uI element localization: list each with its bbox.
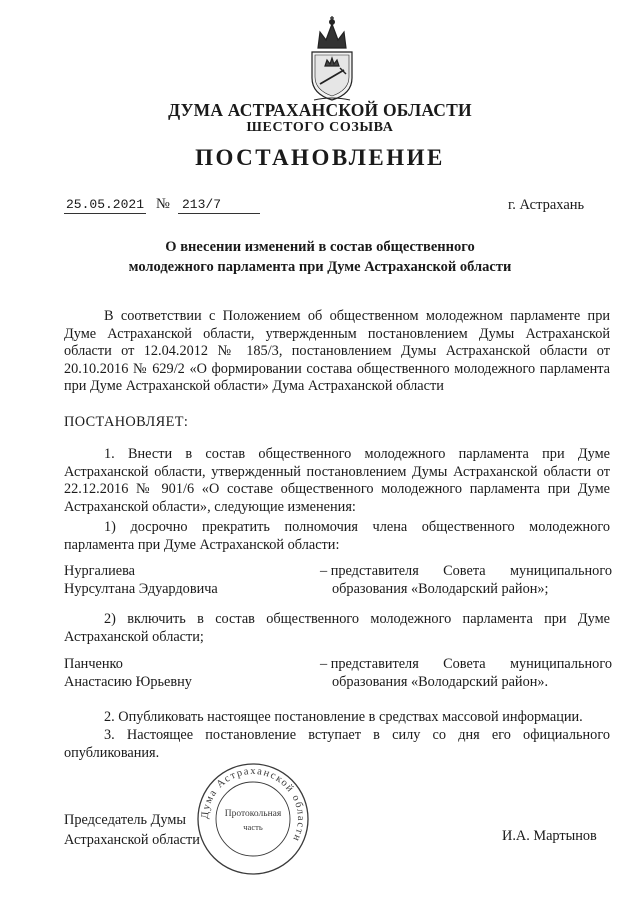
item-1-2-paragraph: 2) включить в состав общественного молодежного парламента при Думе Астраханской области;	[64, 611, 610, 645]
role-word-3: муниципального	[509, 656, 612, 672]
removed-member-surname: Нургалиева	[64, 563, 135, 579]
item-1-paragraph: 1. Внести в состав общественного молодежного парламента при Думе Астраханской области, утвержденный постановлением Думы Астраханской области от 22.12.2016 № 901/6 «О составе общественного молодежного парламента при Думе Астраханской области», следующие изменения:	[64, 446, 610, 515]
role-word-3: муниципального	[509, 563, 612, 579]
added-member-given: Анастасию Юрьевну	[64, 673, 192, 690]
role-word-2: Совета	[443, 563, 486, 579]
organization-name: ДУМА АСТРАХАНСКОЙ ОБЛАСТИ	[168, 100, 472, 120]
item-1-1-paragraph: 1) досрочно прекратить полномочия члена общественного молодежного парламента при Думе Астраханской области:	[64, 519, 610, 553]
item-3-paragraph: 3. Настоящее постановление вступает в силу со дня его официального опубликования.	[64, 727, 610, 761]
preamble-paragraph: В соответствии с Положением об общественном молодежном парламенте при Думе Астраханской области, утвержденным постановлением Думы Астраханской области от 12.04.2012 № 185/3, постановлением Думы Астраханской области от 20.10.2016 № 629/2 «О формировании состава общественного молодежного парламента при Думе Астраханской области» Дума Астраханской области	[64, 308, 610, 395]
signatory-title-line-2: Астраханской области	[64, 832, 200, 848]
decree-word: ПОСТАНОВЛЯЕТ:	[64, 414, 189, 430]
document-number: 213/7	[182, 197, 222, 212]
role-word-2: Совета	[443, 656, 486, 672]
added-member-role	[320, 656, 612, 691]
stamp-ring-text: Дума Астраханской области	[199, 765, 307, 844]
removed-member-given: Нурсултана Эдуардовича	[64, 580, 218, 597]
document-date: 25.05.2021	[66, 197, 145, 212]
added-member-surname: Панченко	[64, 656, 123, 672]
date-underline	[64, 213, 146, 214]
added-member-name	[64, 656, 192, 691]
stamp-center-line-1: Протокольная	[224, 809, 282, 819]
role-line-2: образования «Володарский район».	[332, 673, 549, 690]
subject-line-2: молодежного парламента при Думе Астраханской области	[128, 259, 512, 275]
subject-line-1: О внесении изменений в состав общественного	[165, 239, 475, 255]
removed-member-role	[320, 563, 612, 598]
convocation: ШЕСТОГО СОЗЫВА	[246, 120, 394, 135]
coat-of-arms-icon	[300, 12, 364, 104]
role-word-1: – представителя	[320, 563, 419, 579]
signatory-title	[64, 810, 200, 850]
signatory-title-line-1: Председатель Думы	[64, 812, 187, 828]
document-type: ПОСТАНОВЛЕНИЕ	[195, 145, 445, 170]
subject-title	[0, 237, 640, 277]
role-line-2: образования «Володарский район»;	[332, 580, 549, 597]
removed-member-name	[64, 563, 218, 598]
stamp-center-line-2: часть	[243, 822, 263, 832]
role-word-1: – представителя	[320, 656, 419, 672]
city: г. Астрахань	[508, 197, 585, 213]
item-2-paragraph: 2. Опубликовать настоящее постановление в средствах массовой информации.	[104, 709, 583, 725]
official-stamp	[196, 762, 310, 876]
number-underline	[178, 213, 260, 214]
signatory-name: И.А. Мартынов	[502, 828, 597, 844]
number-sign: №	[156, 196, 170, 212]
